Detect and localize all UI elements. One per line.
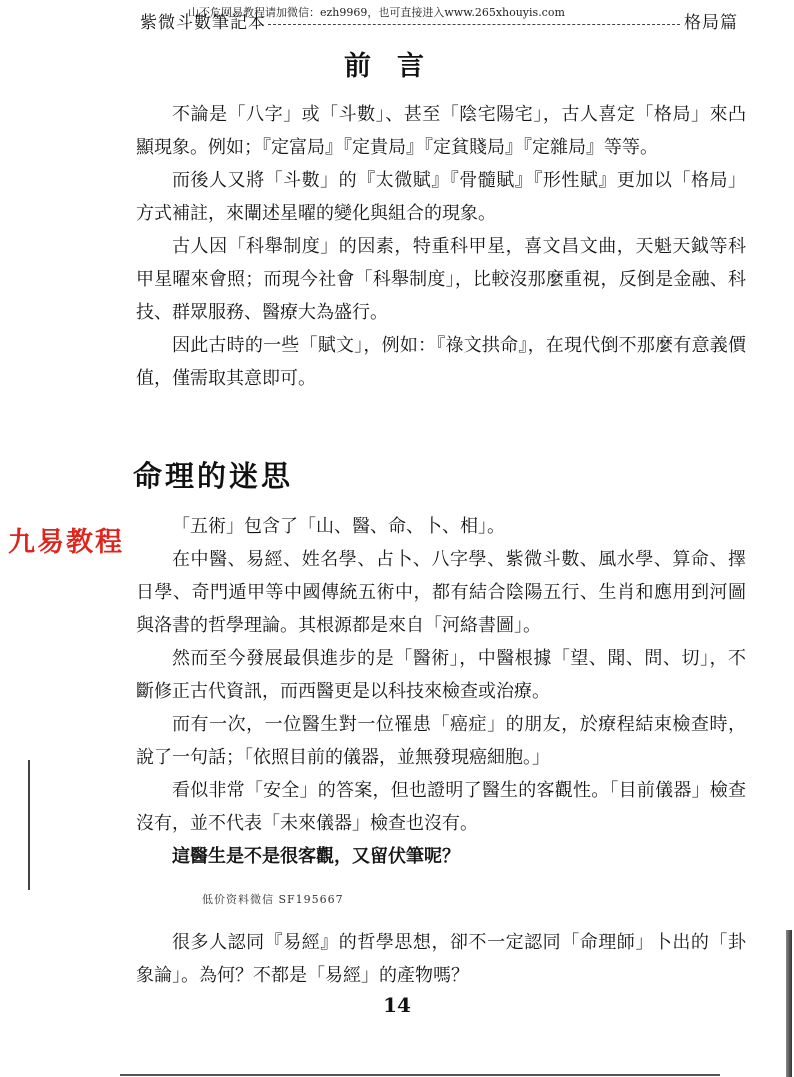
closing-paragraph: 很多人認同『易經』的哲學思想，卻不一定認同「命理師」卜出的「卦象論」。為何？不都是「易經」的產物嗎？ xyxy=(136,932,746,986)
intro-paragraph: 而後人又將「斗數」的『太微賦』『骨髓賦』『形性賦』更加以「格局」方式補註，來闡述星曜的變化與組合的現象。 xyxy=(136,170,746,224)
section-heading: 命理的迷思 xyxy=(133,459,294,493)
chapter-name: 格局篇 xyxy=(684,13,738,33)
scan-margin-line xyxy=(28,760,30,890)
intro-paragraph: 不論是「八字」或「斗數」、甚至「陰宅陽宅」，古人喜定「格局」來凸顯現象。例如；『定富局』『定貴局』『定貧賤局』『定雜局』等等。 xyxy=(136,104,746,158)
brand-watermark: 九易教程 xyxy=(8,527,124,558)
intro-section xyxy=(136,98,746,395)
contact-note: 低价资料微信 SF195667 xyxy=(202,893,344,906)
bold-question: 這醫生是不是很客觀，又留伏筆呢？ xyxy=(172,846,460,867)
page-number: 14 xyxy=(383,993,411,1017)
header-watermark: 山不危网易教程请加微信：ezh9969，也可直接进入www.265xhouyis.com xyxy=(188,6,565,19)
section-body xyxy=(136,510,746,873)
section-paragraph: 在中醫、易經、姓名學、占卜、八字學、紫微斗數、風水學、算命、擇日學、奇門遁甲等中國傳統五術中，都有結合陰陽五行、生肖和應用到河圖與洛書的哲學理論。其根源都是來自「河絡書圖」。 xyxy=(136,549,746,636)
book-title: 紫微斗數筆記本 xyxy=(140,13,266,33)
page-title: 前言 xyxy=(344,51,450,82)
section-paragraph: 而有一次，一位醫生對一位罹患「癌症」的朋友，於療程結束檢查時，說了一句話；「依照目前的儀器，並無發現癌細胞。」 xyxy=(136,714,746,768)
header-divider xyxy=(268,24,680,25)
intro-paragraph: 古人因「科舉制度」的因素，特重科甲星，喜文昌文曲，天魁天鉞等科甲星曜來會照；而現今社會「科舉制度」，比較沒那麼重視，反倒是金融、科技、群眾服務、醫療大為盛行。 xyxy=(136,236,746,323)
intro-paragraph: 因此古時的一些「賦文」，例如：『祿文拱命』，在現代倒不那麼有意義價值，僅需取其意即可。 xyxy=(136,335,746,389)
scan-bottom-edge xyxy=(120,1074,720,1076)
scan-page-edge xyxy=(786,930,792,1077)
section-paragraph: 看似非常「安全」的答案，但也證明了醫生的客觀性。「目前儀器」檢查沒有，並不代表「未來儀器」檢查也沒有。 xyxy=(136,780,746,834)
section-paragraph: 然而至今發展最俱進步的是「醫術」，中醫根據「望、聞、問、切」，不斷修正古代資訊，而西醫更是以科技來檢查或治療。 xyxy=(136,648,746,702)
section-paragraph: 「五術」包含了「山、醫、命、卜、相」。 xyxy=(172,516,505,537)
closing-block xyxy=(136,926,746,992)
